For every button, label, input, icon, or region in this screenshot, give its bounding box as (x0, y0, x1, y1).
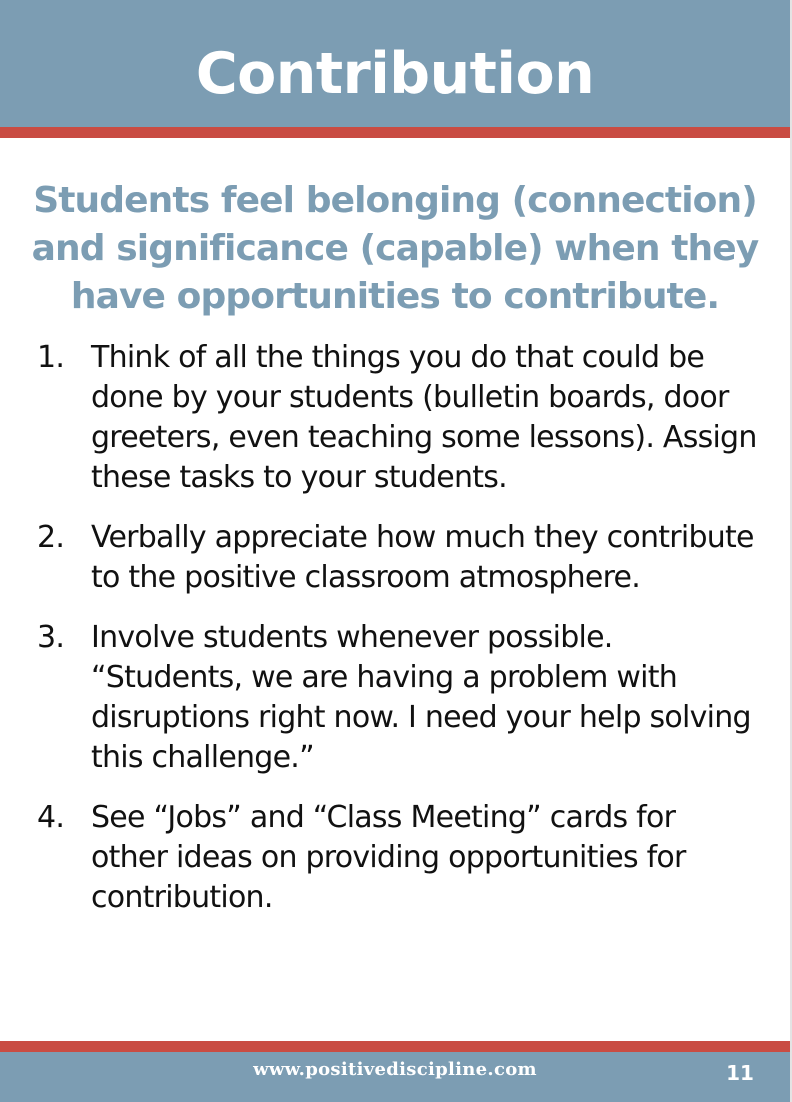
tip-text: Think of all the things you do that could be done by your students (bulletin boards, door greeters, even teaching some lessons). Assign these tasks to your students. (91, 340, 757, 495)
tip-number: 4. (37, 800, 65, 835)
header-divider (0, 127, 790, 138)
card-subtitle: Students feel belonging (connection) and significance (capable) when they have opportunities to contribute. (31, 180, 759, 317)
tip-list (0, 338, 790, 938)
tip-text: Involve students whenever possible. “Students, we are having a problem with disruptions right now. I need your help solving this challenge.” (91, 620, 751, 775)
tip-item-2 (0, 518, 790, 598)
card-title: Contribution (195, 41, 595, 107)
tip-text: Verbally appreciate how much they contribute to the positive classroom atmosphere. (91, 520, 754, 595)
tip-number: 2. (37, 520, 65, 555)
page-number: 11 (726, 1061, 754, 1085)
tip-item-4 (0, 798, 790, 918)
tip-item-1 (0, 338, 790, 498)
tip-text: See “Jobs” and “Class Meeting” cards for other ideas on providing opportunities for contribution. (91, 800, 686, 915)
footer-divider (0, 1041, 790, 1052)
tip-number: 1. (37, 340, 65, 375)
tip-number: 3. (37, 620, 65, 655)
tip-item-3 (0, 618, 790, 778)
header-band (0, 0, 790, 127)
footer-url: www.positivediscipline.com (253, 1059, 537, 1080)
